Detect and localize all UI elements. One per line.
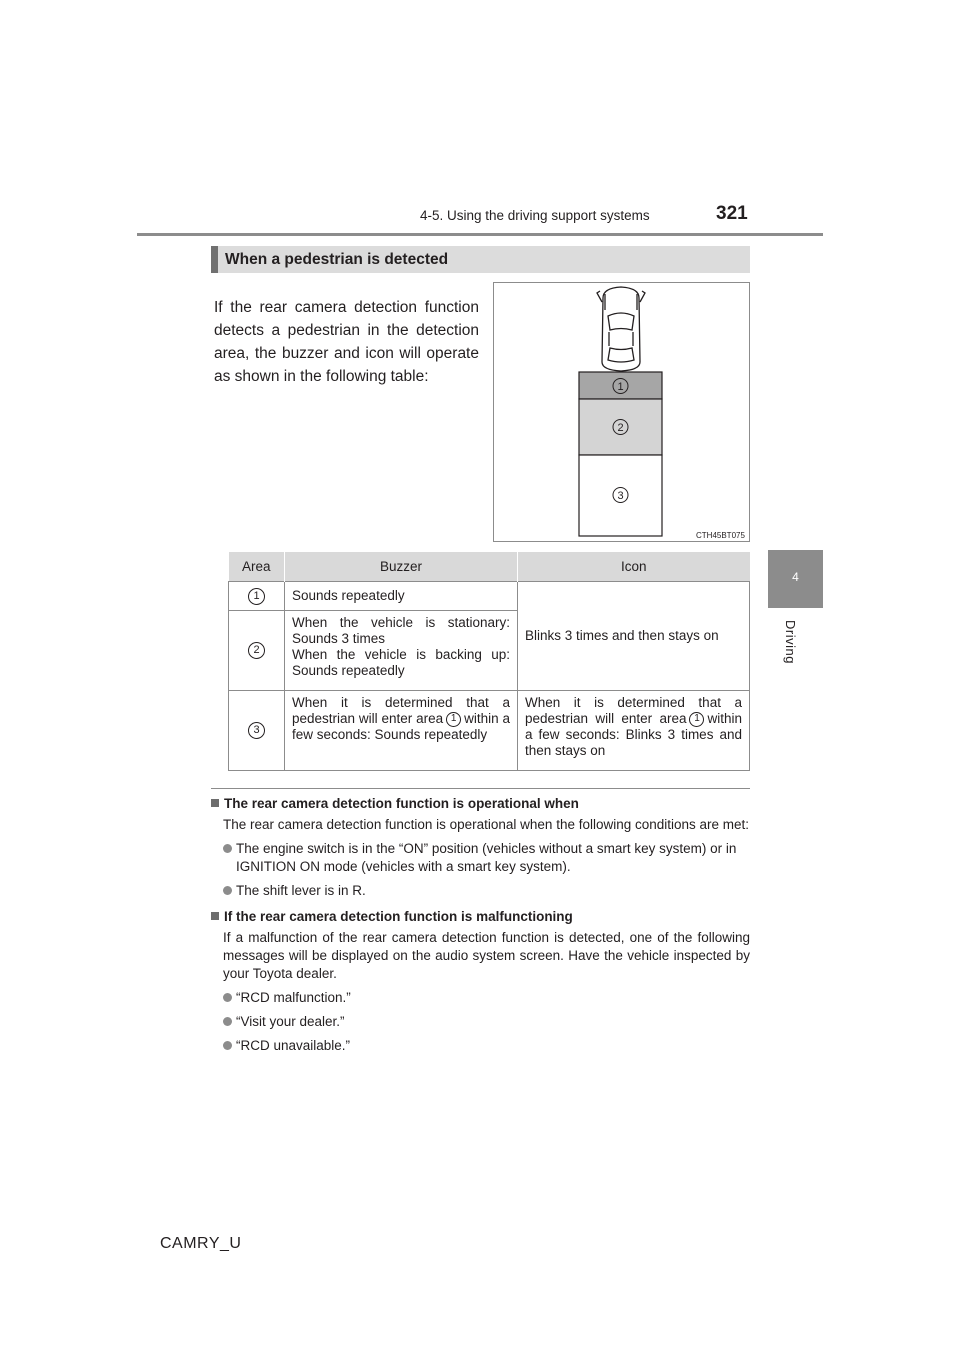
icon-text: within a few seconds: Blinks 3 times and then stays on	[525, 711, 742, 758]
chapter-tab-number: 4	[792, 570, 799, 584]
note-heading: The rear camera detection function is operational when	[211, 795, 750, 813]
square-bullet-icon	[211, 799, 219, 807]
zone-3-label: 3	[617, 490, 624, 502]
icon-cell: Blinks 3 times and then stays on	[518, 582, 750, 691]
square-bullet-icon	[211, 912, 219, 920]
vehicle-top-view-icon	[597, 287, 645, 371]
list-item: “RCD malfunction.”	[223, 989, 750, 1007]
area-cell	[229, 611, 285, 691]
buzzer-text: within a few seconds: Sounds repeatedly	[292, 711, 510, 742]
buzzer-cell	[285, 611, 518, 691]
chapter-tab-label: Driving	[783, 620, 798, 664]
buzzer-cell: Sounds repeatedly	[285, 582, 518, 611]
buzzer-cell	[285, 691, 518, 771]
area-number: 3	[248, 722, 265, 739]
icon-text: When it is determined that a pedestrian will enter area	[525, 695, 742, 726]
header-divider	[137, 233, 823, 236]
diagram-code: CTH45BT075	[696, 531, 745, 540]
page-number: 321	[716, 203, 748, 224]
note-text: The rear camera detection function is operational when the following conditions are met:	[223, 817, 750, 832]
notes-divider	[211, 788, 750, 789]
bullet-icon	[223, 844, 232, 853]
table-row	[229, 691, 750, 771]
bullet-icon	[223, 1017, 232, 1026]
area-reference: 1	[446, 712, 461, 727]
notes-section	[211, 795, 750, 1055]
column-header-icon: Icon	[518, 552, 750, 582]
table-row	[229, 582, 750, 611]
zone-2-label: 2	[617, 422, 624, 434]
table-header-row	[229, 552, 750, 582]
footer-model-code: CAMRY_U	[160, 1235, 242, 1252]
area-number: 1	[248, 588, 265, 605]
list-item: The engine switch is in the “ON” position (vehicles without a smart key system) or in IGNITION ON mode (vehicles with a smart key system).	[223, 840, 750, 876]
section-title: When a pedestrian is detected	[225, 251, 449, 268]
bullet-icon	[223, 993, 232, 1002]
intro-paragraph: If the rear camera detection function detects a pedestrian in the detection area, the buzzer and icon will operate as shown in the following table:	[214, 299, 479, 385]
buzzer-line: When the vehicle is stationary: Sounds 3 times	[292, 615, 510, 646]
area-reference: 1	[689, 712, 704, 727]
note-heading: If the rear camera detection function is malfunctioning	[211, 908, 750, 926]
buzzer-line: When the vehicle is backing up: Sounds repeatedly	[292, 647, 510, 678]
area-number: 2	[248, 642, 265, 659]
detection-area-diagram	[493, 282, 750, 542]
buzzer-text: When it is determined that a pedestrian will enter area	[292, 695, 510, 726]
list-item: “RCD unavailable.”	[223, 1037, 750, 1055]
behavior-table	[228, 552, 750, 771]
list-item: “Visit your dealer.”	[223, 1013, 750, 1031]
bullet-icon	[223, 1041, 232, 1050]
list-item: The shift lever is in R.	[223, 882, 750, 900]
area-cell	[229, 582, 285, 611]
area-cell	[229, 691, 285, 771]
section-heading-marker	[211, 246, 218, 273]
icon-cell	[518, 691, 750, 771]
zone-1-label: 1	[617, 381, 624, 393]
bullet-icon	[223, 886, 232, 895]
note-text: If a malfunction of the rear camera detection function is detected, one of the following messages will be displayed on the audio system screen. Have the vehicle inspected by your Toyota dealer.	[223, 930, 750, 981]
header-section-title: 4-5. Using the driving support systems	[420, 208, 650, 223]
column-header-area: Area	[229, 552, 285, 582]
column-header-buzzer: Buzzer	[285, 552, 518, 582]
